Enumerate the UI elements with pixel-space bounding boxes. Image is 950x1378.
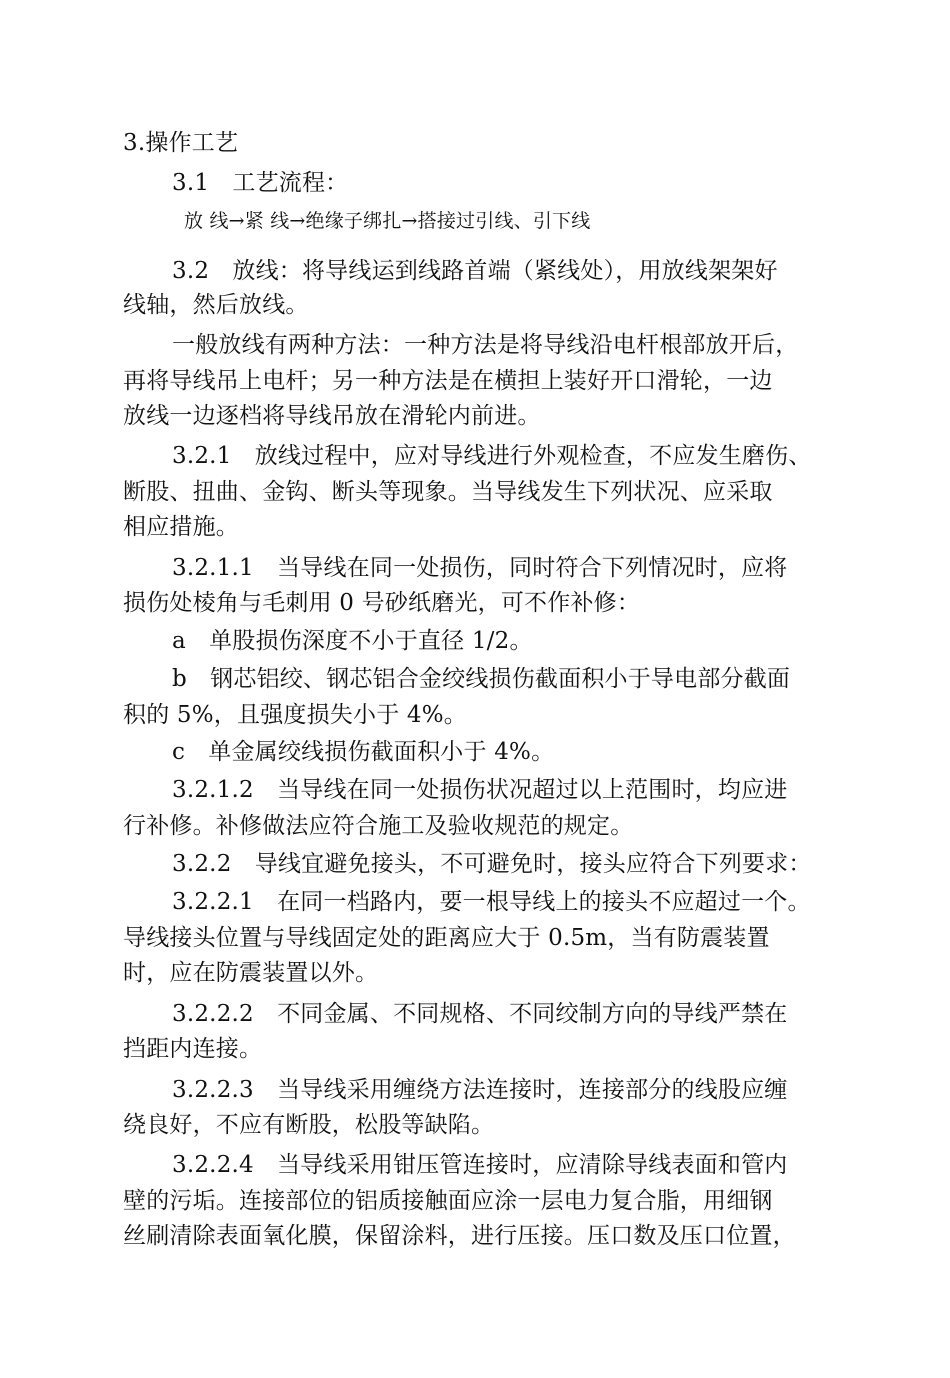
subsection-3-1: 3.1 工艺流程： — [172, 170, 349, 196]
paragraph-line: 3.2.1.2 当导线在同一处损伤状况超过以上范围时，均应进 — [172, 777, 788, 803]
paragraph-line: 挡距内连接。 — [123, 1036, 263, 1062]
paragraph-line: 3.2.1.1 当导线在同一处损伤，同时符合下列情况时，应将 — [172, 555, 788, 581]
paragraph-line: 损伤处棱角与毛刺用 0 号砂纸磨光，可不作补修： — [123, 590, 641, 616]
paragraph-line: 绕良好，不应有断股，松股等缺陷。 — [123, 1112, 495, 1138]
paragraph-line: 壁的污垢。连接部位的铝质接触面应涂一层电力复合脂，用细钢 — [123, 1188, 773, 1214]
section-heading: 3.操作工艺 — [123, 130, 239, 156]
paragraph-line: 放线一边逐档将导线吊放在滑轮内前进。 — [123, 403, 541, 429]
paragraph-line: 线轴，然后放线。 — [123, 292, 309, 318]
process-flow-line: 放 线→紧 线→绝缘子绑扎→搭接过引线、引下线 — [184, 210, 591, 232]
paragraph-line: 3.2.2.3 当导线采用缠绕方法连接时，连接部分的线股应缠 — [172, 1077, 788, 1103]
paragraph-line: 丝刷清除表面氧化膜，保留涂料，进行压接。压口数及压口位置， — [123, 1223, 796, 1249]
paragraph-line: 3.2.2.2 不同金属、不同规格、不同绞制方向的导线严禁在 — [172, 1001, 788, 1027]
paragraph-line: 3.2 放线：将导线运到线路首端（紧线处），用放线架架好 — [172, 258, 778, 284]
list-item-a: a 单股损伤深度不小于直径 1/2。 — [172, 628, 533, 654]
paragraph-line: 导线接头位置与导线固定处的距离应大于 0.5m，当有防震装置 — [123, 925, 770, 951]
paragraph-line: 断股、扭曲、金钩、断头等现象。当导线发生下列状况、应采取 — [123, 479, 773, 505]
paragraph-line: 相应措施。 — [123, 514, 239, 540]
paragraph-line: 一般放线有两种方法：一种方法是将导线沿电杆根部放开后， — [172, 332, 799, 358]
paragraph-line: 再将导线吊上电杆；另一种方法是在横担上装好开口滑轮，一边 — [123, 368, 773, 394]
paragraph-line: 3.2.1 放线过程中，应对导线进行外观检查，不应发生磨伤、 — [172, 443, 812, 469]
paragraph-line: 3.2.2 导线宜避免接头，不可避免时，接头应符合下列要求： — [172, 851, 812, 877]
paragraph-line: 积的 5%，且强度损失小于 4%。 — [123, 702, 467, 728]
list-item-b: b 钢芯铝绞、钢芯铝合金绞线损伤截面积小于导电部分截面 — [172, 666, 791, 692]
paragraph-line: 行补修。补修做法应符合施工及验收规范的规定。 — [123, 813, 634, 839]
paragraph-line: 时，应在防震装置以外。 — [123, 960, 379, 986]
list-item-c: c 单金属绞线损伤截面积小于 4%。 — [172, 739, 555, 765]
paragraph-line: 3.2.2.1 在同一档路内，要一根导线上的接头不应超过一个。 — [172, 889, 811, 915]
paragraph-line: 3.2.2.4 当导线采用钳压管连接时，应清除导线表面和管内 — [172, 1152, 788, 1178]
